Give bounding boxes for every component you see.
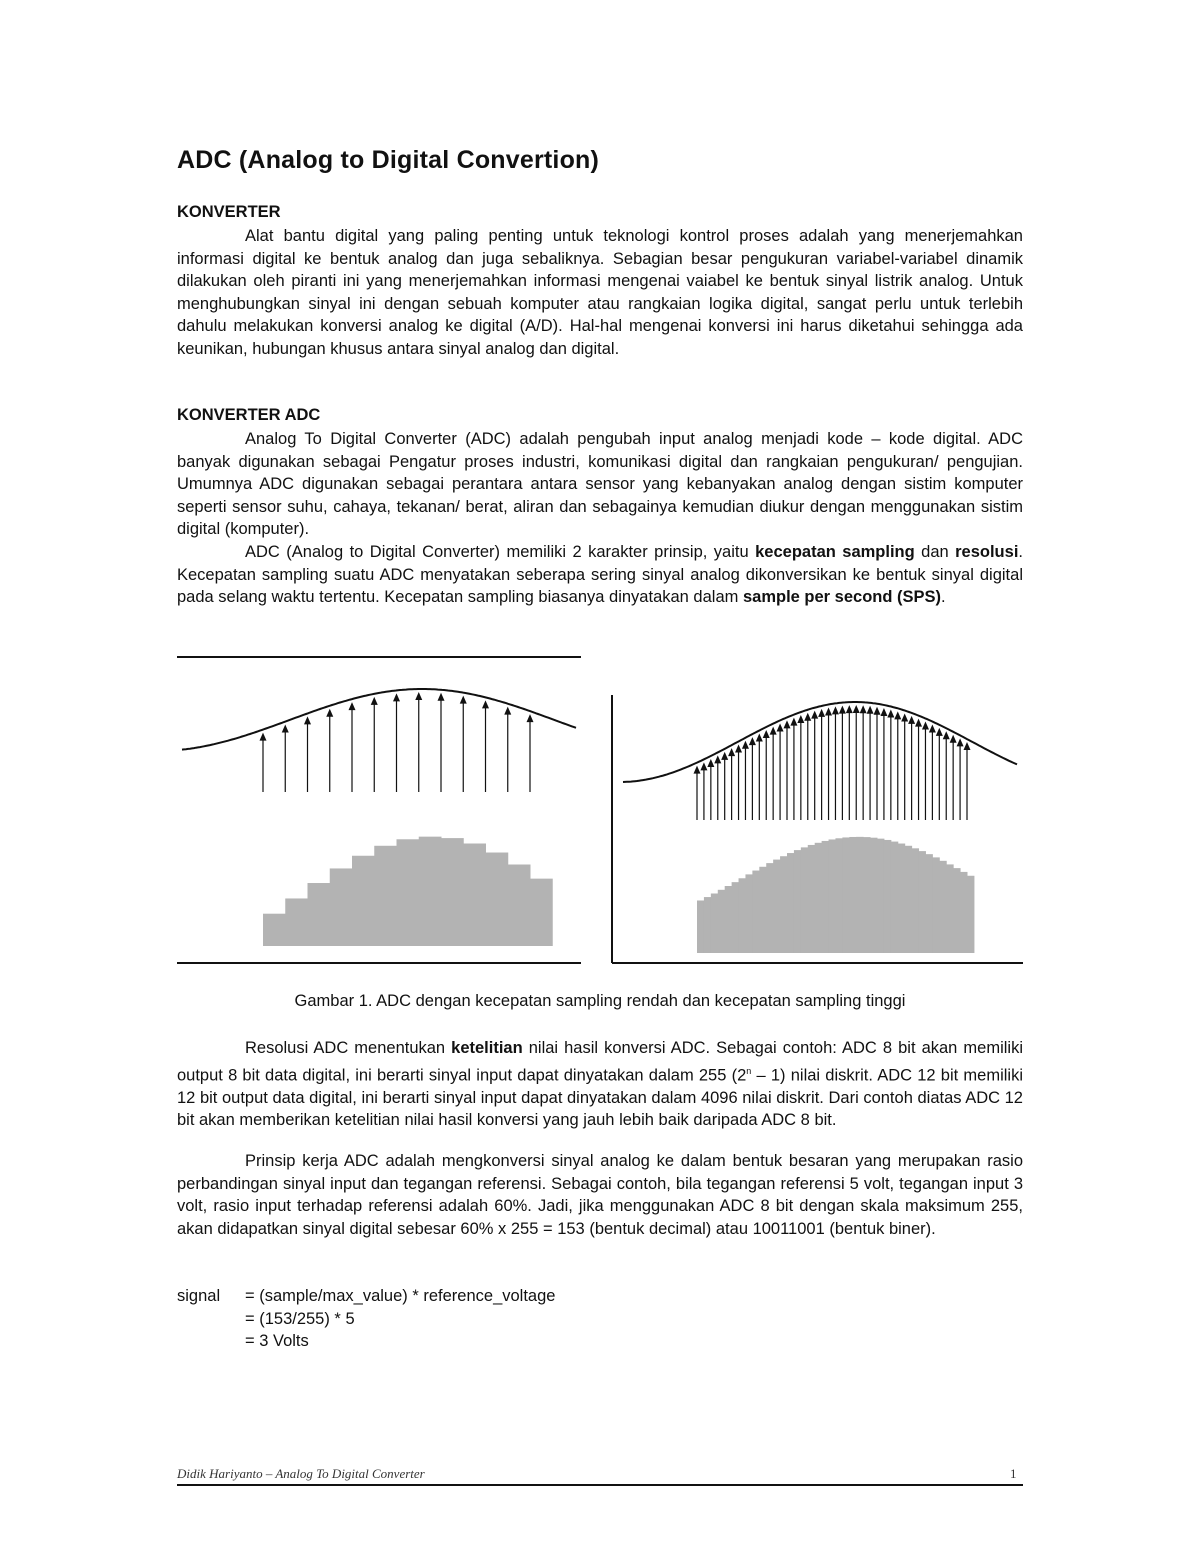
digital-level-bar bbox=[759, 867, 766, 953]
sample-arrowhead bbox=[874, 707, 881, 715]
digital-level-bar bbox=[808, 845, 815, 953]
digital-level-bar bbox=[780, 856, 787, 953]
sample-arrowhead bbox=[887, 710, 894, 718]
digital-level-bar bbox=[419, 837, 442, 946]
sample-arrowhead bbox=[839, 706, 846, 714]
sample-arrowhead bbox=[371, 697, 378, 705]
digital-level-bar bbox=[932, 857, 939, 953]
digital-level-bar bbox=[352, 856, 375, 946]
sample-arrowhead bbox=[415, 692, 422, 700]
sample-arrowhead bbox=[282, 725, 289, 733]
sample-arrowhead bbox=[393, 693, 400, 701]
digital-level-bar bbox=[891, 842, 898, 953]
digital-level-bar bbox=[486, 853, 509, 946]
sample-arrowhead bbox=[825, 707, 832, 715]
sample-arrowhead bbox=[811, 711, 818, 719]
sample-arrowhead bbox=[943, 731, 950, 739]
sample-arrowhead bbox=[527, 714, 534, 722]
footer-author: Didik Hariyanto – Analog To Digital Converter bbox=[177, 1466, 425, 1481]
digital-level-bar bbox=[835, 838, 842, 953]
formula-label: signal bbox=[177, 1287, 221, 1305]
digital-level-bar bbox=[815, 843, 822, 953]
paragraph-konverter: Alat bantu digital yang paling penting untuk teknologi kontrol proses adalah yang menerjemahkan informasi digital ke bentuk analog dan juga sebaliknya. Sebagian besar pengukuran variabel-variabel dinamik dilakukan oleh piranti ini yang menerjemahkan informasi mengenai vaiabel ke bentuk sinyal listrik analog. Untuk menghubungkan sinyal ini dengan sebuah komputer atau rangkaian logika digital, sangat perlu untuk terlebih dahulu melakukan konversi analog ke digital (A/D). Hal-hal mengenai konversi ini harus diketahui sehingga ada keunikan, hubungan khusus antara sinyal analog dan digital. bbox=[177, 227, 1023, 358]
sample-arrowhead bbox=[700, 762, 707, 770]
digital-level-bar bbox=[849, 837, 856, 953]
digital-level-bar bbox=[801, 847, 808, 953]
sample-arrowhead bbox=[936, 728, 943, 736]
sample-arrowhead bbox=[832, 706, 839, 714]
digital-level-bar bbox=[530, 879, 553, 946]
digital-level-bar bbox=[308, 883, 331, 946]
page-number: 1 bbox=[1010, 1466, 1017, 1481]
footer-divider bbox=[177, 1484, 1023, 1486]
digital-level-bar bbox=[946, 864, 953, 953]
digital-level-bar bbox=[898, 844, 905, 953]
digital-level-bar bbox=[508, 865, 531, 946]
digital-level-bar bbox=[960, 872, 967, 953]
sample-arrowhead bbox=[326, 709, 333, 717]
sample-arrowhead bbox=[482, 700, 489, 708]
digital-level-bar bbox=[905, 846, 912, 953]
paragraph-resolusi: Resolusi ADC menentukan ketelitian nilai hasil konversi ADC. Sebagai contoh: ADC 8 bit akan memiliki output 8 bit data digital, ini berarti sinyal input dapat dinyatakan dalam 255 (2$^n$ – 1) nilai diskrit. ADC 12 bit memiliki 12 bit output data digital, ini berarti sinyal input dapat dinyatakan dalam 4096 nilai diskrit. Dari contoh diatas ADC 12 bit akan memberikan ketelitian nilai hasil konversi yang jauh lebih baik daripada ADC 8 bit. bbox=[177, 1039, 1023, 1130]
paragraph-prinsip-kerja: Prinsip kerja ADC adalah mengkonversi sinyal analog ke dalam bentuk besaran yang merupakan rasio perbandingan sinyal input dan tegangan referensi. Sebagai contoh, bila tegangan referensi 5 volt, tegangan input 3 volt, rasio input terhadap referensi adalah 60%. Jadi, jika menggunakan ADC 8 bit dengan skala maksimum 255, akan didapatkan sinyal digital sebesar 60% x 255 = 153 (bentuk decimal) atau 10011001 (bentuk biner). bbox=[177, 1152, 1023, 1238]
sample-arrowhead bbox=[438, 693, 445, 701]
sample-arrowhead bbox=[964, 742, 971, 750]
sampling-figure bbox=[177, 650, 1023, 970]
digital-level-bar bbox=[919, 851, 926, 953]
sample-arrowhead bbox=[853, 705, 860, 713]
sample-arrowhead bbox=[950, 735, 957, 743]
sample-arrowhead bbox=[735, 744, 742, 752]
digital-level-bar bbox=[863, 837, 870, 953]
sample-arrowhead bbox=[894, 711, 901, 719]
sample-arrowhead bbox=[846, 705, 853, 713]
sample-arrowhead bbox=[721, 752, 728, 760]
sample-arrowhead bbox=[929, 725, 936, 733]
sample-arrowhead bbox=[867, 706, 874, 714]
digital-level-bar bbox=[285, 898, 308, 946]
sample-arrowhead bbox=[742, 741, 749, 749]
digital-level-bar bbox=[718, 890, 725, 953]
sample-arrowhead bbox=[756, 734, 763, 742]
sample-arrowhead bbox=[777, 723, 784, 731]
digital-level-bar bbox=[463, 844, 486, 946]
digital-level-bar bbox=[752, 871, 759, 953]
digital-level-bar bbox=[773, 860, 780, 953]
low-sampling-rate-diagram bbox=[177, 657, 581, 963]
sample-arrowhead bbox=[714, 755, 721, 763]
digital-level-bar bbox=[766, 863, 773, 953]
digital-level-bar bbox=[711, 894, 718, 953]
digital-level-bar bbox=[704, 897, 711, 953]
sample-arrowhead bbox=[304, 716, 311, 724]
page-title: ADC (Analog to Digital Convertion) bbox=[177, 146, 600, 174]
digital-level-bar bbox=[397, 839, 420, 946]
sample-arrowhead bbox=[908, 716, 915, 724]
digital-level-bar bbox=[697, 900, 704, 953]
formula-line-3: = 3 Volts bbox=[245, 1332, 309, 1351]
paragraph-adc-characteristics: ADC (Analog to Digital Converter) memiliki 2 karakter prinsip, yaitu kecepatan sampling dan resolusi. Kecepatan sampling suatu ADC menyatakan seberapa sering sinyal analog dikonversikan ke bentuk sinyal digital pada selang waktu tertentu. Kecepatan sampling biasanya dinyatakan dalam sample per second (SPS). bbox=[177, 543, 1023, 607]
digital-level-bar bbox=[870, 838, 877, 953]
sample-arrowhead bbox=[880, 708, 887, 716]
digital-level-bar bbox=[745, 874, 752, 953]
digital-level-bar bbox=[842, 837, 849, 953]
high-sampling-rate-diagram bbox=[612, 695, 1023, 963]
section-heading-konverter: KONVERTER bbox=[177, 203, 281, 221]
sample-arrowhead bbox=[957, 738, 964, 746]
sample-arrowhead bbox=[349, 702, 356, 710]
digital-level-bar bbox=[374, 846, 397, 946]
digital-level-bar bbox=[822, 841, 829, 953]
digital-level-bar bbox=[877, 839, 884, 953]
sample-arrowhead bbox=[694, 766, 701, 774]
formula-block bbox=[177, 1285, 555, 1353]
sample-arrowhead bbox=[763, 730, 770, 738]
sample-arrowhead bbox=[797, 715, 804, 723]
digital-level-bar bbox=[856, 837, 863, 953]
digital-level-bar bbox=[953, 868, 960, 953]
sample-arrowhead bbox=[504, 707, 511, 715]
digital-level-bar bbox=[725, 886, 732, 953]
digital-level-bar bbox=[441, 838, 464, 946]
digital-level-bar bbox=[939, 861, 946, 953]
formula-line-1: = (sample/max_value) * reference_voltage bbox=[245, 1287, 556, 1305]
sample-arrowhead bbox=[460, 696, 467, 704]
section-heading-konverter-adc: KONVERTER ADC bbox=[177, 406, 321, 424]
digital-level-bar bbox=[739, 878, 746, 953]
digital-level-bar bbox=[967, 876, 974, 953]
sample-arrowhead bbox=[790, 718, 797, 726]
figure-caption: Gambar 1. ADC dengan kecepatan sampling rendah dan kecepatan sampling tinggi bbox=[294, 992, 906, 1010]
sample-arrowhead bbox=[784, 720, 791, 728]
formula-line-2: = (153/255) * 5 bbox=[245, 1309, 355, 1328]
sample-arrowhead bbox=[860, 705, 867, 713]
analog-signal-curve bbox=[182, 689, 576, 750]
sample-arrowhead bbox=[260, 733, 267, 741]
digital-level-bar bbox=[330, 868, 353, 946]
digital-level-bar bbox=[884, 840, 891, 953]
paragraph-adc-definition: Analog To Digital Converter (ADC) adalah pengubah input analog menjadi kode – kode digital. ADC banyak digunakan sebagai Pengatur proses industri, komunikasi digital dan rangkaian pengukuran/ pengujian. Umumnya ADC digunakan sebagai perantara antara sensor yang kebanyakan analog dengan sistim komputer seperti sensor suhu, cahaya, tekanan/ berat, aliran dan sebagainya kemudian diukur dengan menggunakan sistim digital (komputer). bbox=[177, 430, 1023, 539]
sample-arrowhead bbox=[707, 759, 714, 767]
digital-level-bar bbox=[263, 914, 286, 946]
digital-level-bar bbox=[794, 850, 801, 953]
sample-arrowhead bbox=[818, 709, 825, 717]
sample-arrowhead bbox=[901, 714, 908, 722]
digital-level-bar bbox=[732, 882, 739, 953]
sample-arrowhead bbox=[770, 727, 777, 735]
sample-arrowhead bbox=[922, 721, 929, 729]
digital-level-bar bbox=[925, 854, 932, 953]
sample-arrowhead bbox=[728, 748, 735, 756]
digital-level-bar bbox=[829, 839, 836, 953]
sample-arrowhead bbox=[749, 737, 756, 745]
digital-level-bar bbox=[912, 848, 919, 953]
sample-arrowhead bbox=[915, 719, 922, 727]
digital-level-bar bbox=[787, 853, 794, 953]
sample-arrowhead bbox=[804, 713, 811, 721]
